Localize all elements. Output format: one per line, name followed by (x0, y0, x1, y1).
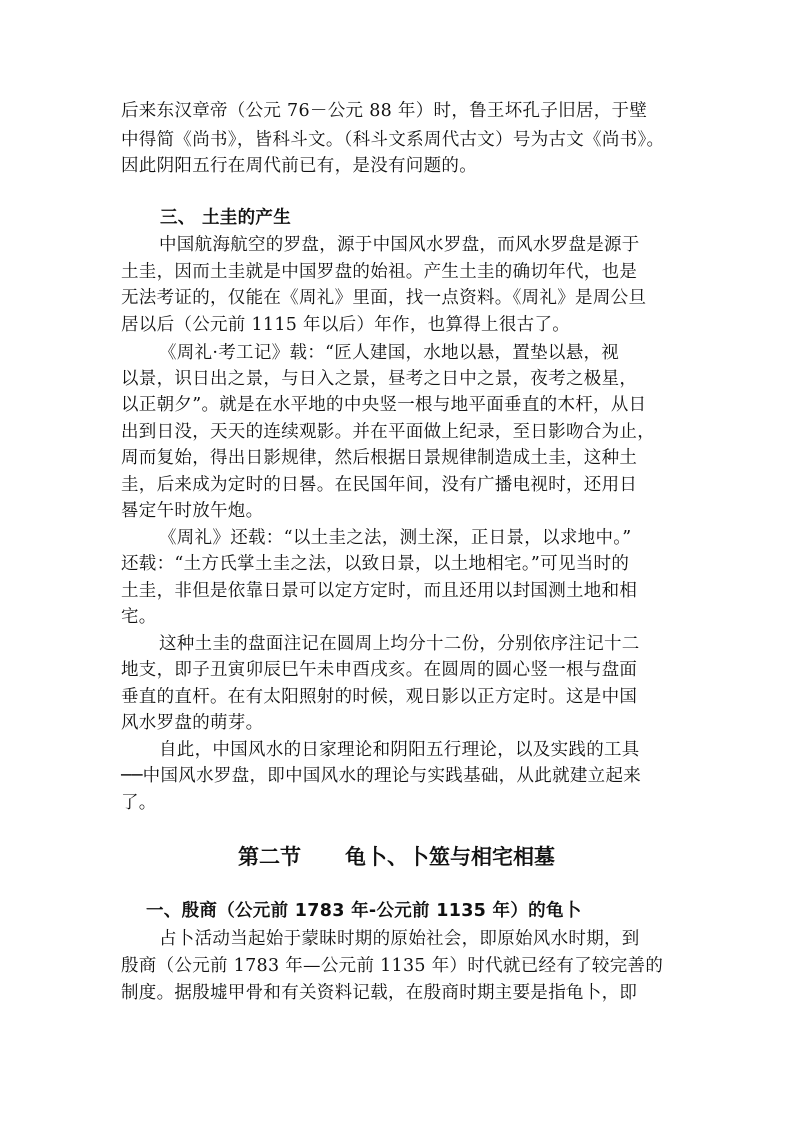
text-line: 中得简《尚书》，皆科斗文。（科斗文系周代古文）号为古文《尚书》。 (121, 130, 665, 150)
text-line: 自此，中国风水的日家理论和阴阳五行理论，以及实践的工具 (159, 740, 640, 760)
chapter-heading (0, 842, 793, 872)
text-line: 晷定午时放午炮。 (121, 501, 264, 521)
text-line: 风水罗盘的萌芽。 (121, 713, 264, 733)
text-line: 因此阴阳五行在周代前已有，是没有问题的。 (121, 156, 477, 176)
text-line: 土圭，因而土圭就是中国罗盘的始祖。产生土圭的确切年代，也是 (121, 262, 638, 282)
chapter-section-label: 第二节 (238, 845, 301, 869)
text-line: 居以后（公元前 1115 年以后）年作，也算得上很古了。 (121, 315, 571, 335)
text-line: 了。 (121, 793, 157, 813)
text-line: 《周礼》还载：“以土圭之法，测土深，正日景，以求地中。” (159, 528, 632, 548)
text-line: ──中国风水罗盘，即中国风水的理论与实践基础，从此就建立起来 (121, 766, 642, 786)
text-line: 中国航海航空的罗盘，源于中国风水罗盘，而风水罗盘是源于 (159, 235, 640, 255)
text-line: 出到日没，天天的连续观影。并在平面做上纪录，至日影吻合为止， (121, 422, 655, 442)
chapter-title: 龟卜、卜筮与相宅相墓 (345, 845, 555, 869)
text-line: 以景，识日出之景，与日入之景，昼考之日中之景，夜考之极星， (121, 369, 638, 389)
section-heading: 三、 土圭的产生 (160, 208, 291, 228)
text-line: 土圭，非但是依靠日景可以定方定时，而且还用以封国测土地和相 (121, 581, 638, 601)
text-line: 还载：“土方氏掌土圭之法，以致日景，以土地相宅。”可见当时的 (121, 554, 630, 574)
text-line: 殷商（公元前 1783 年—公元前 1135 年）时代就已经有了较完善的 (121, 956, 664, 976)
text-line: 以正朝夕”。就是在水平地的中央竖一根与地平面垂直的木杆，从日 (121, 395, 647, 415)
text-line: 这种土圭的盘面注记在圆周上均分十二份，分别依序注记十二 (159, 634, 640, 654)
text-line: 《周礼·考工记》载：“匠人建国，水地以悬，置垫以悬，视 (159, 343, 620, 363)
text-line: 垂直的直杆。在有太阳照射的时候，观日影以正方定时。这是中国 (121, 687, 638, 707)
text-line: 后来东汉章帝（公元 76－公元 88 年）时，鲁王坏孔子旧居，于壁 (121, 101, 648, 121)
text-line: 圭，后来成为定时的日晷。在民国年间，没有广播电视时，还用日 (121, 475, 638, 495)
text-line: 宅。 (121, 607, 157, 627)
text-line: 周而复始，得出日影规律，然后根据日景规律制造成土圭，这种土 (121, 448, 638, 468)
text-line: 无法考证的，仅能在《周礼》里面，找一点资料。《周礼》是周公旦 (121, 288, 647, 308)
text-line: 制度。据殷墟甲骨和有关资料记载，在殷商时期主要是指龟卜，即 (121, 983, 638, 1003)
text-line: 地支，即子丑寅卯辰巳午未申酉戌亥。在圆周的圆心竖一根与盘面 (121, 660, 638, 680)
text-line: 占卜活动当起始于蒙昧时期的原始社会，即原始风水时期，到 (159, 929, 640, 949)
section-heading: 一、殷商（公元前 1783 年-公元前 1135 年）的龟卜 (146, 901, 582, 921)
